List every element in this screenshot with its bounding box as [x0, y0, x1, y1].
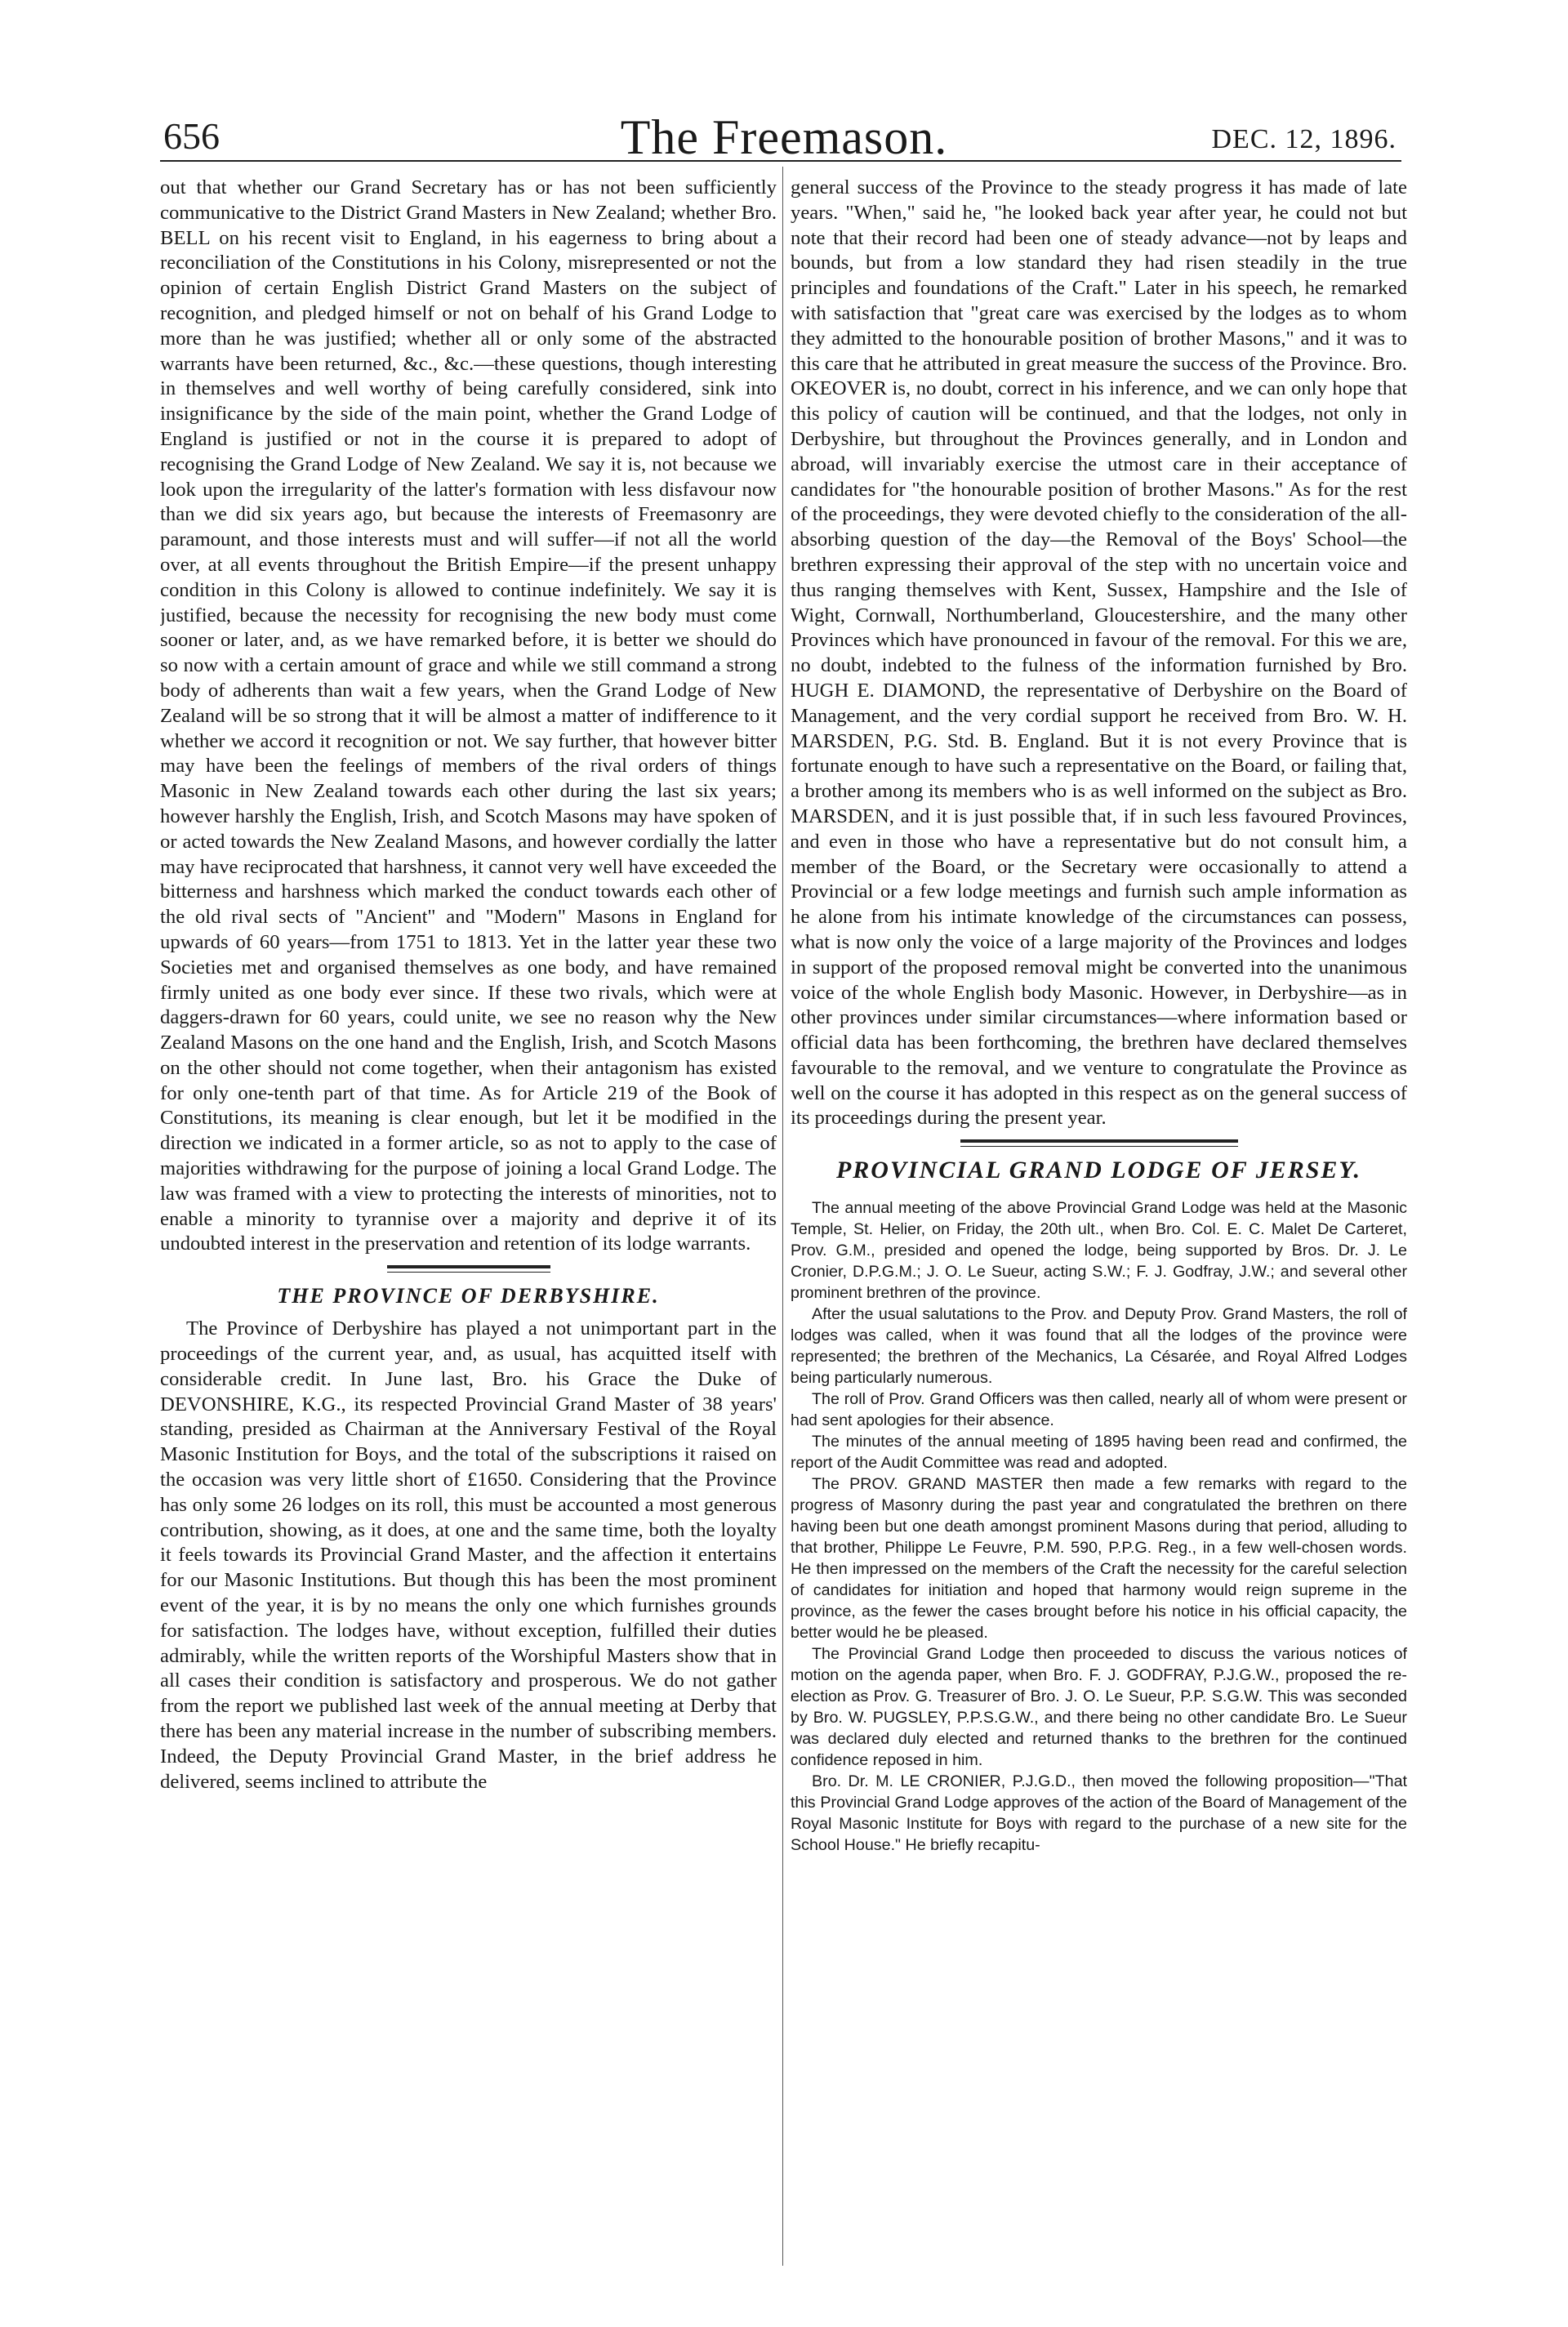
article-continuation: out that whether our Grand Secretary has or has not been sufficiently communicative to the District Grand Masters in New Zealand; whether Bro. BELL on his recent visit to England, in his eagerness to bring about a reconciliation of the Constitutions in his Colony, misrepresented or not the opinion of certain English District Grand Masters on the subject of recognition, and pledged himself or not on behalf of his Grand Lodge to more than he was justified; whether all or only some of the abstracted warrants have been returned, &c., &c.—these questions, though interesting in themselves and well worthy of being carefully considered, sink into insignificance by the side of the main point, whether the Grand Lodge of England is justified or not in the course it is prepared to adopt of recognising the Grand Lodge of New Zealand. We say it is, not because we look upon the irregularity of the latter's formation with less disfavour now than we did six years ago, but because the interests of Freemasonry are paramount, and those interests must and will suffer—if not all the world over, at all events throughout the British Empire—if the present unhappy condition in this Colony is allowed to continue indefinitely. We say it is justified, because the necessity for recognising the new body must come sooner or later, and, as we have remarked before, it is better we should do so now with a certain amount of grace and while we still command a strong body of adherents than wait a few years, when the Grand Lodge of New Zealand will be so strong that it will be almost a matter of indifference to it whether we accord it recognition or not. We say further, that however bitter may have been the feelings of members of the rival orders of things Masonic in New Zealand towards each other during the last six years; however harshly the English, Irish, and Scotch Masons may have spoken of or acted towards the New Zealand Masons, and however cordially the latter may have reciprocated that harshness, it cannot very well have exceeded the bitterness and harshness which marked the conduct towards each other of the old rival sects of "Ancient" and "Modern" Masons in England for upwards of 60 years—from 1751 to 1813. Yet in the latter year these two Societies met and organised themselves as one body, and have remained firmly united as one body ever since. If these two rivals, which were at daggers-drawn for 60 years, could unite, we see no reason why the New Zealand Masons on the one hand and the English, Irish, and Scotch Masons on the other should not come together, when their antagonism has existed for only one-tenth part of that time. As for Article 219 of the Book of Constitutions, its meaning is clear enough, but let it be modified in the direction we indicated in a former article, so as not to apply to the case of majorities withdrawing for the purpose of joining a local Grand Lodge. The law was framed with a view to protecting the interests of minorities, not to enable a minority to tyrannise over a majority and deprive it of its undoubted interest in the preservation and retention of its lodge warrants. [160, 176, 777, 1255]
jersey-heading: PROVINCIAL GRAND LODGE OF JERSEY. [835, 1157, 1362, 1184]
jersey-paragraph: The PROV. GRAND MASTER then made a few remarks with regard to the progress of Masonry during the past year and congratulated the brethren on there having been but one death amongst prominent Masons during that period, alluding to that brother, Philippe Le Feuvre, P.M. 590, P.P.G. Reg., in a few well-chosen words. He then impressed on the members of the Craft the necessity for the careful selection of candidates for initiation and hoped that harmony would reign supreme in the province, as the fewer the cases brought before his notice in his official capacity, the better would he be pleased. [791, 1475, 1407, 1643]
derbyshire-article: The Province of Derbyshire has played a not unimportant part in the proceedings of the current year, and, as usual, has acquitted itself with considerable credit. In June last, Bro. his Grace the Duke of DEVONSHIRE, K.G., its respected Provincial Grand Master of 38 years' standing, presided as Chairman at the Anniversary Festival of the Royal Masonic Institution for Boys, and the total of the subscriptions it raised on the occasion was very little short of £1650. Considering that the Province has only some 26 lodges on its roll, this must be accounted a most generous contribution, showing, as it does, at one and the same time, both the loyalty it feels towards its Provincial Grand Master, and the affection it entertains for our Masonic Institutions. But though this has been the most prominent event of the year, it is by no means the only one which furnishes grounds for satisfaction. The lodges have, without exception, fulfilled their duties admirably, while the written reports of the Worshipful Masters show that in all cases their condition is satisfactory and prosperous. We do not gather from the report we published last week of the annual meeting at Derby that there has been any material increase in the number of subscribing members. Indeed, the Deputy Provincial Grand Master, in the brief address he delivered, seems inclined to attribute the [160, 1317, 777, 1793]
jersey-paragraph: Bro. Dr. M. LE CRONIER, P.J.G.D., then moved the following proposition—"That this Provincial Grand Lodge approves of the action of the Board of Management of the Royal Masonic Institute for Boys with regard to the purchase of a new site for the School House." He briefly recapitu- [791, 1772, 1407, 1855]
derbyshire-article-continued: general success of the Province to the steady progress it has made of late years. "When," said he, "he looked back year after year, he could not but note that their record had been one of steady advance—not by leaps and bounds, but from a low standard they had risen steadily in the true principles and foundations of the Craft." Later in his speech, he remarked with satisfaction that "great care was exercised by the lodges as to whom they admitted to the honourable position of brother Masons," and it was to this care that he attributed in great measure the success of the Province. Bro. OKEOVER is, no doubt, correct in his inference, and we can only hope that this policy of caution will be continued, and that the lodges, not only in Derbyshire, but throughout the Provinces generally, and in London and abroad, will invariably exercise the utmost care in their acceptance of candidates for "the honourable position of brother Masons." As for the rest of the proceedings, they were devoted chiefly to the consideration of the all-absorbing question of the day—the Removal of the Boys' School—the brethren expressing their approval of the step with no uncertain voice and thus ranging themselves with Kent, Sussex, Hampshire and the Isle of Wight, Cornwall, Northumberland, Gloucestershire, and the many other Provinces which have pronounced in favour of the removal. For this we are, no doubt, indebted to the fulness of the information furnished by Bro. HUGH E. DIAMOND, the representative of Derbyshire on the Board of Management, and the very cordial support he received from Bro. W. H. MARSDEN, P.G. Std. B. England. But it is not every Province that is fortunate enough to have such a representative on the Board, or failing that, a brother among its members who is as well informed on the subject as Bro. MARSDEN, and it is just possible that, if in such less favoured Provinces, and even in those who have a representative but do not consult him, a member of the Board, or the Secretary were occasionally to attend a Provincial or a few lodge meetings and furnish such ample information as he alone from his intimate knowledge of the circumstances can possess, what is now only the voice of a large majority of the Provinces and lodges in support of the proposed removal might be converted into the unanimous voice of the whole English body Masonic. However, in Derbyshire—as in other provinces under similar circumstances—where information based or official data has been forthcoming, the brethren have declared themselves favourable to the removal, and we venture to congratulate the Province as well on the course it has adopted in this respect as on the general success of its proceedings during the present year. [791, 176, 1407, 1130]
jersey-paragraph: The minutes of the annual meeting of 1895 having been read and confirmed, the report of the Audit Committee was read and adopted. [791, 1433, 1407, 1473]
section-divider [960, 1139, 1238, 1147]
jersey-paragraph: After the usual salutations to the Prov. and Deputy Prov. Grand Masters, the roll of lodges was called, when it was found that all the lodges of the province were represented; the brethren of the Mechanics, La Césarée, and Royal Alfred Lodges being particularly numerous. [791, 1305, 1407, 1388]
page-number: 656 [163, 115, 220, 157]
jersey-paragraph: The annual meeting of the above Provincial Grand Lodge was held at the Masonic Temple, St. Helier, on Friday, the 20th ult., when Bro. Col. E. C. Malet De Carteret, Prov. G.M., presided and opened the lodge, being supported by Bros. Dr. J. Le Cronier, D.P.G.M.; J. O. Le Sueur, acting S.W.; F. J. Godfray, J.W.; and several other prominent brethren of the province. [791, 1199, 1407, 1303]
masthead [0, 0, 1568, 172]
right-column [791, 176, 1407, 2267]
derbyshire-heading: THE PROVINCE OF DERBYSHIRE. [277, 1284, 660, 1308]
issue-date: DEC. 12, 1896. [1211, 124, 1396, 154]
jersey-paragraph: The roll of Prov. Grand Officers was then called, nearly all of whom were present or had sent apologies for their absence. [791, 1390, 1407, 1430]
section-divider [387, 1265, 550, 1273]
header-rule [160, 160, 1401, 162]
paper-title: The Freemason. [620, 110, 948, 164]
jersey-paragraph: The Provincial Grand Lodge then proceeded to discuss the various notices of motion on the agenda paper, when Bro. F. J. GODFRAY, P.J.G.W., proposed the re-election as Prov. G. Treasurer of Bro. J. O. Le Sueur, P.P. S.G.W. This was seconded by Bro. W. PUGSLEY, P.P.S.G.W., and there being no other candidate Bro. Le Sueur was declared duly elected and returned thanks to the brethren for the continued confidence reposed in him. [791, 1645, 1407, 1770]
left-column [160, 176, 777, 2267]
column-divider [782, 167, 783, 2266]
